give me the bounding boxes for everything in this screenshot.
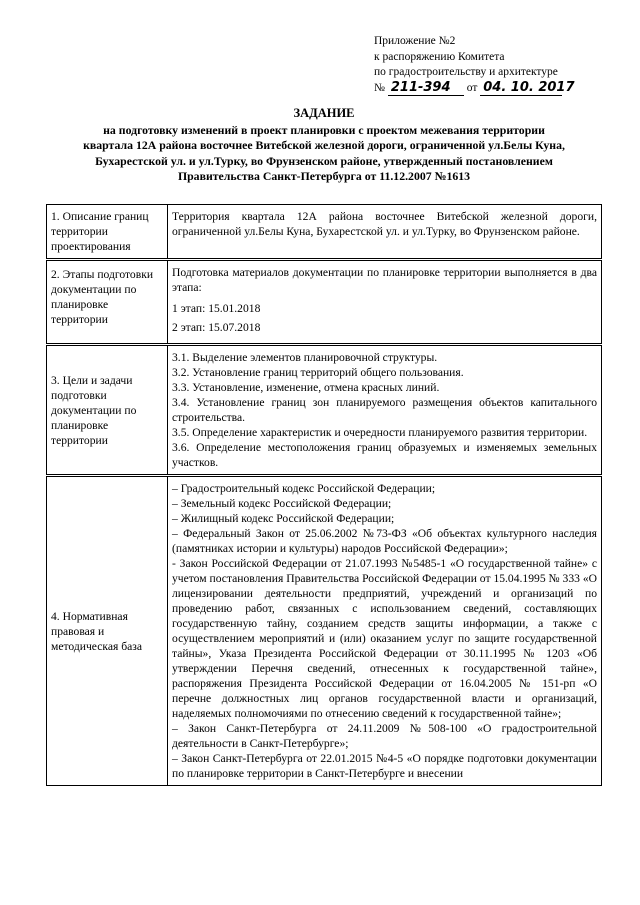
law-item: – Федеральный Закон от 25.06.2002 №73-ФЗ «Об объектах культурного наследия (памятниках истории и культуры) народов Российской Федерации»; xyxy=(172,527,597,555)
document-title: ЗАДАНИЕ xyxy=(293,106,355,120)
heading-line-1: на подготовку изменений в проект планировки с проектом межевания территории xyxy=(103,122,545,137)
goal-item: 3.6. Определение местоположения границ образуемых и изменяемых земельных участков. xyxy=(172,441,597,469)
stage-item: 1 этап: 15.01.2018 xyxy=(172,302,261,315)
task-table xyxy=(46,204,602,786)
goal-item: 3.4. Установление границ зон планируемого размещения объектов капитального строительства. xyxy=(172,396,597,424)
law-item: - Закон Российской Федерации от 21.07.1993 №5485-1 «О государственной тайне» с учетом постановления Правительства Российской Федерации от 15.04.1995 № 333 «О лицензировании деятельности предприятий, учреждений и организаций по проведению работ, связанных с использованием сведений, составляющих государственную тайну, созданием средств защиты информации, а также с осуществлением мероприятий и (или) оказанием услуг по защите государственной тайны», Указа Президента Российской Федерации от 30.11.1995 № 1203 «Об утверждении Перечня сведений, отнесенных к государственной тайне», распоряжения Президента Российской Федерации от 16.04.2005 № 151-рп «О перечне должностных лиц органов государственной власти и организаций, наделяемых полномочиями по отнесению сведений к государственной тайне»; xyxy=(172,557,597,720)
date-label: от xyxy=(466,81,478,94)
appendix-committee: по градостроительству и архитектуре xyxy=(374,66,558,78)
heading-line-4: Правительства Санкт-Петербурга от 11.12.2007 №1613 xyxy=(177,169,471,184)
row-content xyxy=(168,260,602,345)
row-content: Территория квартала 12А района восточнее Витебской железной дороги, ограниченной ул.Белы Куна, Бухарестской ул. и ул.Турку, во Фрунзенском районе. xyxy=(168,205,602,260)
appendix-order-ref: к распоряжению Комитета xyxy=(374,50,505,63)
table-row xyxy=(47,345,602,476)
appendix-title: Приложение №2 xyxy=(374,35,456,47)
goal-item: 3.2. Установление границ территорий общего пользования. xyxy=(172,366,464,379)
heading-line-3: Бухарестской ул. и ул.Турку, во Фрунзенском районе, утвержденный постановлением xyxy=(95,153,553,168)
number-label: № xyxy=(374,81,385,94)
stages-intro: Подготовка материалов документации по планировке территории выполняется в два этапа: xyxy=(172,266,597,294)
row-content xyxy=(168,345,602,476)
row-label: 4. Нормативная правовая и методическая база xyxy=(47,476,168,786)
stage-item: 2 этап: 15.07.2018 xyxy=(172,321,261,334)
order-date: 04. 10. 2017 xyxy=(480,81,562,96)
law-item: – Градостроительный кодекс Российской Федерации; xyxy=(172,482,436,495)
goal-item: 3.3. Установление, изменение, отмена красных линий. xyxy=(172,381,440,394)
table-row xyxy=(47,476,602,786)
appendix-number-date xyxy=(374,79,575,97)
law-item: – Закон Санкт-Петербурга от 22.01.2015 №4-5 «О порядке подготовки документации по планировке территории в Санкт-Петербурге и внесении xyxy=(172,752,597,780)
law-item: – Земельный кодекс Российской Федерации; xyxy=(172,497,392,510)
law-item: – Жилищный кодекс Российской Федерации; xyxy=(172,512,395,525)
law-item: – Закон Санкт-Петербурга от 24.11.2009 №508-100 «О градостроительной деятельности в Санкт-Петербурге»; xyxy=(172,722,597,750)
appendix-block xyxy=(374,34,575,96)
order-number: 211-394 xyxy=(388,81,464,96)
heading-line-2: квартала 12А района восточнее Витебской железной дороги, ограниченной ул.Белы Куна, xyxy=(83,138,565,153)
goal-item: 3.1. Выделение элементов планировочной структуры. xyxy=(172,351,438,364)
row-label: 2. Этапы подготовки документации по планировке территории xyxy=(47,260,168,345)
row-content xyxy=(168,476,602,786)
table-row xyxy=(47,260,602,345)
goal-item: 3.5. Определение характеристик и очередности планируемого развития территории. xyxy=(172,426,588,439)
row-label: 1. Описание границ территории проектирования xyxy=(47,205,168,260)
table-row xyxy=(47,205,602,260)
row-label: 3. Цели и задачи подготовки документации по планировке территории xyxy=(47,345,168,476)
document-heading xyxy=(46,106,602,185)
